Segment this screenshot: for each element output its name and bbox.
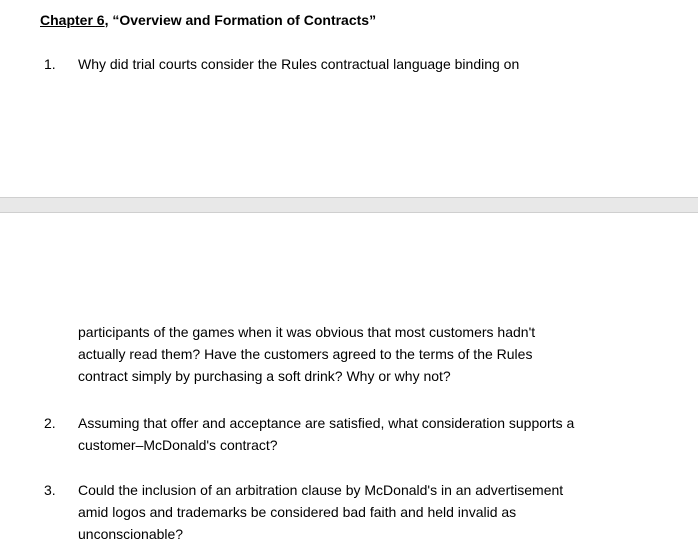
page-break-divider <box>0 197 698 213</box>
chapter-title: “Overview and Formation of Contracts” <box>112 12 377 28</box>
question-1-line: Why did trial courts consider the Rules contractual language binding on <box>78 56 520 72</box>
question-2-number: 2. <box>44 415 56 431</box>
question-1-line: actually read them? Have the customers agreed to the terms of the Rules <box>78 346 533 362</box>
question-3-line: Could the inclusion of an arbitration clause by McDonald's in an advertisement <box>78 482 564 498</box>
question-3-line: amid logos and trademarks be considered bad faith and held invalid as <box>78 504 517 520</box>
question-1-text-start <box>78 53 678 75</box>
question-1-text-continued <box>78 321 678 387</box>
chapter-link[interactable]: Chapter 6 <box>40 12 105 28</box>
question-1-line: contract simply by purchasing a soft drink? Why or why not? <box>78 368 451 384</box>
question-3-text <box>78 479 678 545</box>
question-1-number: 1. <box>44 56 56 72</box>
heading-separator: , <box>104 12 113 28</box>
question-2-line: Assuming that offer and acceptance are satisfied, what consideration supports a <box>78 415 575 431</box>
question-2-line: customer–McDonald's contract? <box>78 437 278 453</box>
question-2-text <box>78 412 678 456</box>
question-1-line: participants of the games when it was obvious that most customers hadn't <box>78 324 536 340</box>
page-bottom <box>0 213 698 556</box>
question-3-number: 3. <box>44 482 56 498</box>
page-top <box>0 0 698 197</box>
question-3-line: unconscionable? <box>78 526 184 542</box>
chapter-heading <box>40 12 376 28</box>
